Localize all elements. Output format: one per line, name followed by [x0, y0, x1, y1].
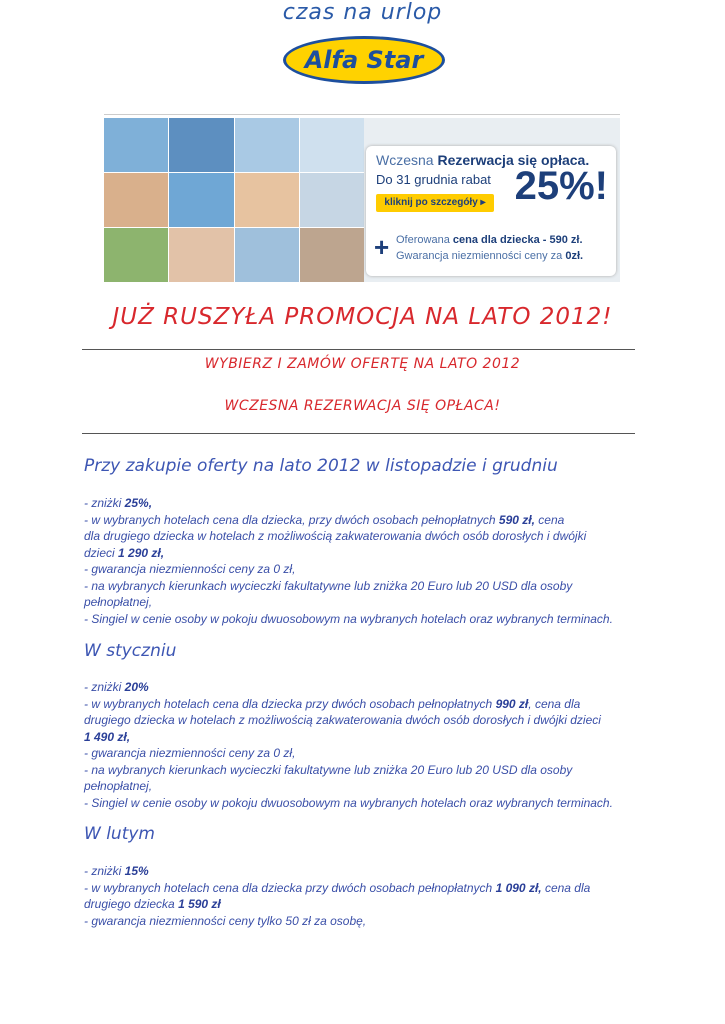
list-item-text: - w wybranych hotelach cena dla dziecka przy dwóch osobach pełnopłatnych: [84, 696, 496, 711]
photo-tile: [300, 228, 364, 282]
price-guarantee: [396, 250, 583, 262]
list-item-text: - gwarancja niezmienności ceny za 0 zł,: [84, 562, 296, 576]
guarantee-a: Gwarancja niezmienności ceny za: [396, 250, 566, 262]
list-item-text: drugiego dziecka: [84, 897, 179, 911]
list-item-highlight: 990 zł: [495, 696, 529, 711]
list-item-text: dla drugiego dziecka w hotelach z możliwością zakwaterowania dwóch osób dorosłych i dwójki: [84, 529, 587, 543]
photo-tile: [169, 118, 233, 172]
list-item: [84, 712, 644, 729]
list-item: [84, 745, 644, 762]
photo-tile: [235, 118, 299, 172]
child-price-a: Oferowana: [396, 234, 453, 246]
list-item-tail: cena dla: [541, 880, 591, 895]
photo-grid: [104, 118, 364, 282]
list-item-text: - zniżki: [84, 496, 125, 510]
rule-bottom: [82, 433, 635, 434]
list-item: [84, 729, 644, 746]
list-item-highlight: 15%: [124, 864, 149, 878]
section-heading-january: W styczniu: [84, 641, 177, 661]
photo-tile: [104, 173, 168, 227]
list-item-highlight: 1 290 zł,: [118, 545, 165, 560]
list-item: [84, 778, 644, 795]
section-heading-february: W lutym: [84, 824, 155, 844]
promo-box: [366, 146, 616, 276]
photo-tile: [235, 173, 299, 227]
list-item: [84, 762, 644, 779]
main-headline: JUŻ RUSZYŁA PROMOCJA NA LATO 2012!: [112, 304, 613, 330]
list-item-text: - Singiel w cenie osoby w pokoju dwuosobowym na wybranych hotelach oraz wybranych terminach.: [84, 795, 613, 810]
list-item-text: - zniżki: [84, 864, 125, 878]
photo-tile: [300, 173, 364, 227]
promo-line1-b: Rezerwacja się opłaca.: [437, 152, 590, 168]
photo-tile: [235, 228, 299, 282]
list-item-tail: , cena dla: [528, 696, 581, 711]
details-button[interactable]: kliknij po szczegóły ▸: [376, 194, 494, 212]
list-item-text: - na wybranych kierunkach wycieczki fakultatywne lub zniżka 20 Euro lub 20 USD dla osoby: [84, 578, 573, 593]
list-item-tail: cena: [534, 512, 565, 527]
promo-line1-a: Wczesna: [376, 152, 438, 168]
list-item: [84, 880, 644, 897]
list-item-highlight: 20%: [124, 680, 149, 694]
list-item: [84, 679, 644, 696]
section-heading-nov-dec: Przy zakupie oferty na lato 2012 w listopadzie i grudniu: [84, 456, 558, 476]
header-tagline: czas na urlop: [282, 0, 443, 25]
photo-tile: [169, 173, 233, 227]
list-item-text: dzieci: [84, 545, 119, 560]
list-item: [84, 495, 644, 512]
alfa-star-logo[interactable]: [283, 36, 445, 84]
list-item: [84, 863, 644, 880]
list-item-text: pełnopłatnej,: [84, 779, 153, 793]
list-item-text: pełnopłatnej,: [84, 595, 153, 609]
child-price-b: cena dla dziecka - 590 zł.: [452, 234, 583, 246]
list-item-text: - w wybranych hotelach cena dla dziecka przy dwóch osobach pełnopłatnych: [84, 880, 496, 895]
list-item: [84, 611, 644, 628]
list-item-highlight: 590 zł,: [498, 512, 535, 527]
list-item: [84, 512, 644, 529]
promo-line2: Do 31 grudnia rabat: [376, 172, 491, 187]
list-item: [84, 561, 644, 578]
list-item: [84, 913, 644, 930]
photo-tile: [169, 228, 233, 282]
photo-tile: [104, 228, 168, 282]
photo-tile: [300, 118, 364, 172]
list-item-text: - na wybranych kierunkach wycieczki fakultatywne lub zniżka 20 Euro lub 20 USD dla osoby: [84, 762, 573, 777]
promo-banner[interactable]: [104, 118, 620, 282]
list-item-text: - zniżki: [84, 680, 125, 694]
logo-text: Alfa Star: [304, 46, 424, 74]
list-item: [84, 594, 644, 611]
rule-top: [82, 349, 635, 350]
offer-list-february: [84, 863, 644, 929]
divider: [104, 114, 620, 115]
child-price: [396, 234, 583, 246]
list-item-text: - Singiel w cenie osoby w pokoju dwuosobowym na wybranych hotelach oraz wybranych terminach.: [84, 611, 613, 626]
plus-icon: +: [374, 232, 390, 262]
guarantee-b: 0zł.: [565, 250, 584, 262]
list-item: [84, 578, 644, 595]
list-item: [84, 528, 644, 545]
list-item-highlight: 1 490 zł,: [84, 729, 131, 744]
list-item-text: - w wybranych hotelach cena dla dziecka, przy dwóch osobach pełnopłatnych: [84, 512, 499, 527]
list-item-highlight: 25%,: [124, 496, 153, 510]
discount-percent: 25%!: [514, 164, 608, 208]
list-item: [84, 795, 644, 812]
list-item-highlight: 1 090 zł,: [495, 880, 542, 895]
offer-list-january: [84, 679, 644, 811]
subheadline-2: WCZESNA REZERWACJA SIĘ OPŁACA!: [224, 398, 501, 414]
list-item-text: drugiego dziecka w hotelach z możliwością zakwaterowania dwóch osób dorosłych i dwójki dzieci: [84, 713, 601, 727]
list-item-highlight: 1 590 zł: [178, 897, 221, 911]
subheadline-1: WYBIERZ I ZAMÓW OFERTĘ NA LATO 2012: [204, 356, 521, 372]
list-item: [84, 545, 644, 562]
list-item: [84, 696, 644, 713]
offer-list-nov-dec: [84, 495, 644, 627]
photo-tile: [104, 118, 168, 172]
list-item-text: - gwarancja niezmienności ceny tylko 50 zł za osobę,: [84, 913, 367, 928]
list-item: [84, 896, 644, 913]
list-item-text: - gwarancja niezmienności ceny za 0 zł,: [84, 746, 296, 760]
